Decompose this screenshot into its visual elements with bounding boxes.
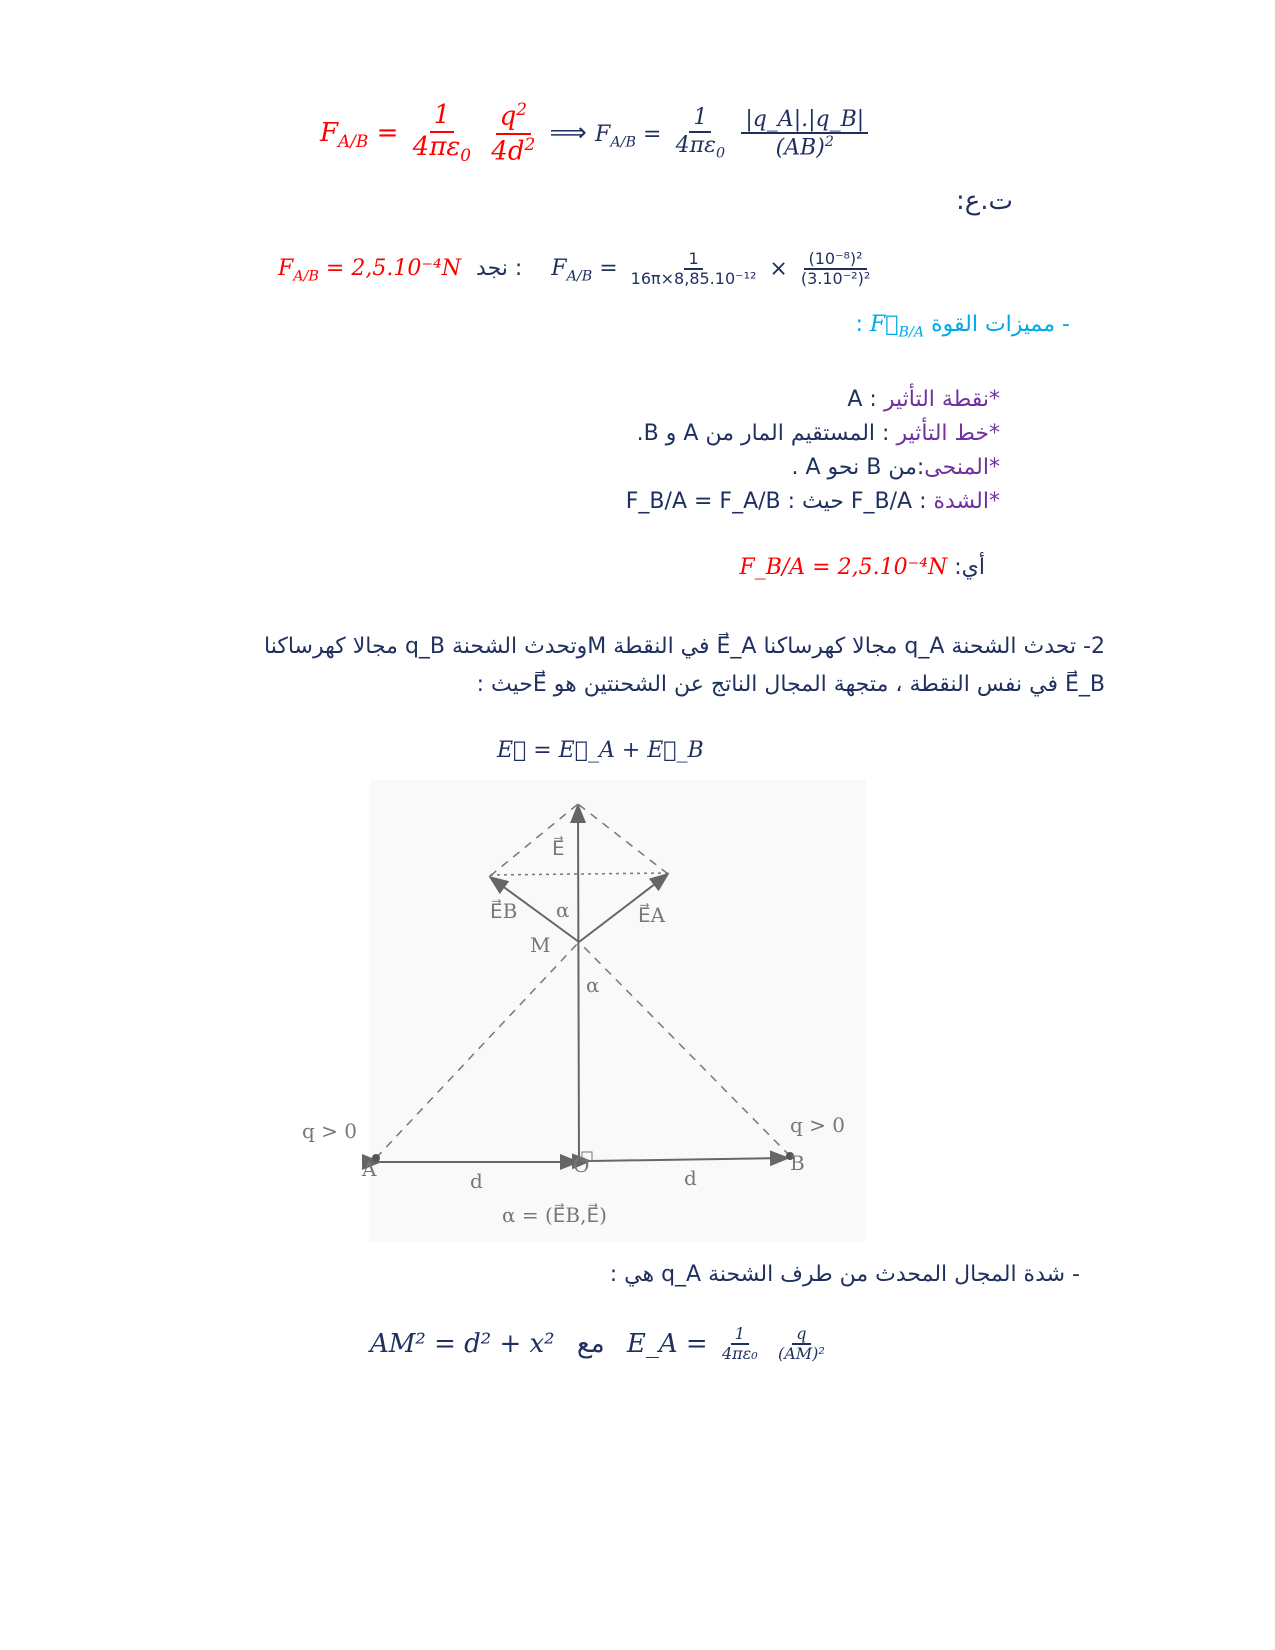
- denominator: (AM)²: [777, 1344, 825, 1364]
- find-label: نجد :: [476, 256, 523, 282]
- den-text: 4d: [491, 136, 525, 167]
- numerator: 1: [689, 105, 711, 132]
- vector-sub: B/A: [898, 324, 925, 341]
- distance-relation: AM² = d² + x²: [370, 1328, 555, 1359]
- label-e: E⃗: [552, 836, 565, 860]
- rhs-fraction-constant: [672, 105, 729, 161]
- label-b: B: [790, 1151, 805, 1175]
- numerator: (10⁻⁸)²: [804, 250, 866, 270]
- item-label: *خط التأثير: [896, 421, 1000, 446]
- list-item: [626, 485, 1000, 519]
- item-text: : A: [847, 387, 877, 412]
- result-value: F_B/A = 2,5.10⁻⁴N: [739, 555, 948, 580]
- result-label: أي:: [954, 555, 985, 580]
- denominator: 4πε₀: [721, 1344, 758, 1364]
- label-charge-a: q > 0: [302, 1119, 357, 1143]
- numeric-line: $F_{A/B} = 2,5.10^{-4}N$ نجد : $F_{A/B}$ = $\frac{1}{\text{16π×8,85.10⁻¹²}}$ × $\frac{\text{(10⁻⁸)²}}{\text{(3.10⁻²)²}}$: [278, 250, 876, 289]
- label-alpha-top: α: [556, 898, 570, 922]
- numerator: 1: [684, 250, 702, 270]
- numerator: 1: [430, 101, 455, 133]
- label-d-left: d: [470, 1169, 483, 1193]
- item-text: : F_B/A حيث : F_B/A = F_A/B: [625, 489, 927, 514]
- label-ea: E⃗A: [638, 903, 666, 927]
- label-m: M: [530, 933, 551, 957]
- den-text: 4πε: [675, 132, 716, 158]
- section-2-line-1: 2- تحدث الشحنة q_A مجالا كهرساكنا E⃗_A في النقطة Mوتحدث الشحنة q_B مجالا كهرساكنا: [264, 634, 1105, 659]
- numerator: [496, 100, 531, 135]
- label-d-right: d: [684, 1166, 697, 1190]
- numerator: q: [792, 1325, 810, 1345]
- denominator: [409, 133, 475, 166]
- fraction-constant: [718, 1325, 762, 1364]
- den-text: (AB): [775, 135, 825, 161]
- numerator: |q_A|.|q_B|: [741, 107, 868, 134]
- num-text: q: [499, 101, 517, 132]
- numerator: 1: [731, 1325, 749, 1345]
- numeric-lhs: F: [551, 256, 567, 282]
- numeric-lhs-sub: A/B: [566, 268, 593, 285]
- result-symbol: F: [278, 256, 294, 282]
- num-sup: 2: [516, 99, 527, 119]
- list-item: [626, 383, 1000, 417]
- item-label: *المنحى: [924, 455, 1000, 480]
- den-sup: 2: [524, 133, 536, 154]
- coulomb-formula: $F_{A/B}$ = $\frac{1}{4\pi\varepsilon_0}$ $\frac{q^2}{4d^2}$ ⟹ $F_{A/B}$ = $\frac{1}{4\pi\varepsilon_0}$ $\frac{|q\_A|.|q\_B|}{(AB)^2}$: [320, 100, 870, 167]
- list-item: [626, 417, 1000, 451]
- item-text: :من B نحو A .: [791, 455, 925, 480]
- rhs-lhs: F: [595, 122, 611, 148]
- vector-sum-formula: E⃗ = E⃗_A + E⃗_B: [497, 738, 704, 763]
- result-value: = 2,5.10⁻⁴N: [325, 256, 462, 282]
- heading-text: - مميزات القوة: [931, 312, 1070, 337]
- label-eb: E⃗B: [490, 899, 518, 923]
- characteristics-list: [626, 383, 1000, 519]
- item-label: *الشدة: [933, 489, 1000, 514]
- field-diagram: [290, 780, 870, 1242]
- section-2-line-2: E⃗_B في نفس النقطة ، متجهة المجال الناتج عن الشحنتين هو E⃗حيث :: [476, 672, 1105, 697]
- den-sub: 0: [715, 145, 726, 162]
- denominator: [772, 134, 838, 161]
- equals-sign: =: [376, 118, 399, 149]
- vector-symbol: F⃗: [870, 312, 899, 337]
- fraction-charge: [774, 1325, 829, 1364]
- times-sign: ×: [769, 256, 788, 282]
- result-sub: A/B: [293, 268, 319, 285]
- label-charge-b: q > 0: [790, 1113, 845, 1137]
- colon: :: [855, 312, 863, 337]
- denominator: (3.10⁻²)²: [800, 269, 871, 289]
- den-text: 4πε: [412, 132, 461, 163]
- den-sup: 2: [824, 133, 834, 150]
- result-line: [739, 555, 985, 580]
- numeric-application-label: ت.ع:: [955, 186, 1013, 216]
- numeric-fraction-2: [797, 250, 874, 289]
- field-intensity-intro: - شدة المجال المحدث من طرف الشحنة q_A هي :: [609, 1262, 1080, 1287]
- item-label: *نقطة التأثير: [883, 387, 1000, 412]
- rhs-lhs-sub: A/B: [610, 134, 636, 151]
- formula-lhs: F: [320, 118, 339, 149]
- formula-lhs-sub: A/B: [338, 131, 369, 152]
- implies-sign: ⟹: [549, 118, 587, 149]
- label-a: A: [362, 1157, 377, 1181]
- label-o: O: [573, 1153, 590, 1177]
- ea-lhs: E_A =: [626, 1328, 708, 1359]
- field-intensity-formula: [370, 1325, 831, 1364]
- vector-e-arrow: [578, 805, 579, 1163]
- fraction-charges: [487, 100, 539, 167]
- rhs-fraction-charges: [741, 107, 868, 161]
- denominator: 16π×8,85.10⁻¹²: [630, 269, 757, 289]
- denominator: [672, 133, 729, 162]
- denominator: [487, 135, 539, 168]
- with-label: مع: [576, 1328, 605, 1359]
- section-2-text: [264, 628, 1105, 704]
- numeric-fraction-1: [627, 250, 761, 289]
- label-alpha-definition: α = (E⃗B,E⃗): [502, 1203, 607, 1227]
- fraction-constant: [409, 101, 475, 166]
- den-sub: 0: [460, 145, 472, 166]
- item-text: : المستقيم المار من A و B.: [636, 421, 890, 446]
- characteristics-heading: [856, 312, 1070, 340]
- list-item: [626, 451, 1000, 485]
- label-alpha-bottom: α: [586, 973, 600, 997]
